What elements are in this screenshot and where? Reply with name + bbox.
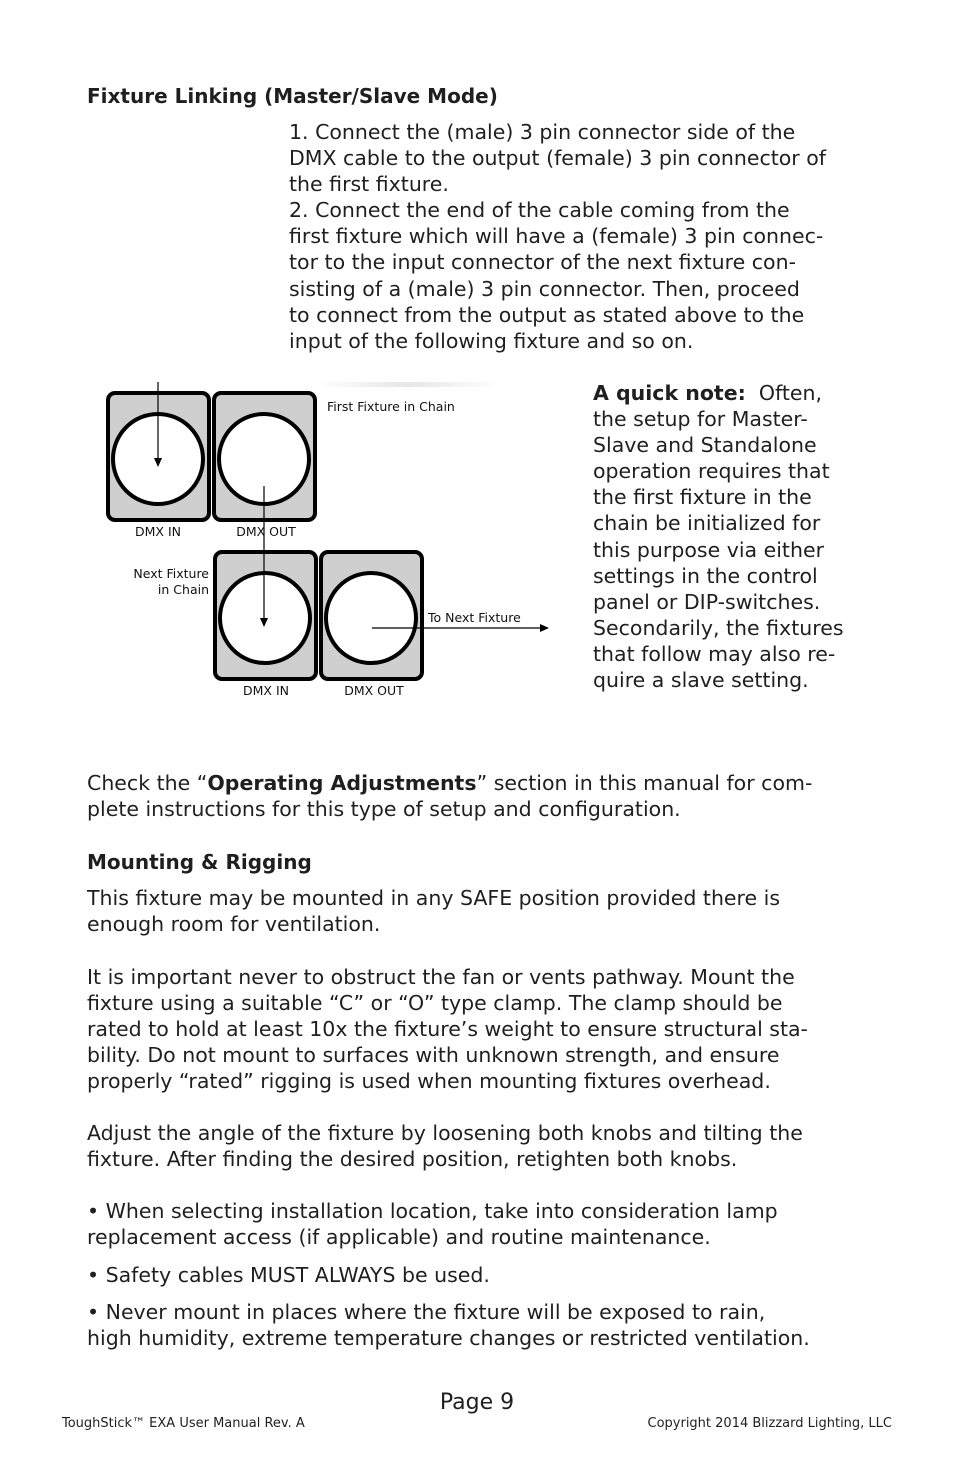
dmx-in-label: DMX IN <box>243 683 289 698</box>
note-text: Often, <box>745 381 822 405</box>
bullet-line: • Never mount in places where the fixture will be exposed to rain, <box>87 1300 766 1324</box>
note-line: this purpose via either <box>593 537 825 562</box>
bullet-item <box>87 1299 810 1351</box>
note-line: Secondarily, the fixtures <box>593 615 844 640</box>
reference-prefix: Check the “ <box>87 771 208 795</box>
note-line: that follow may also re- <box>593 641 836 666</box>
paragraph-line: rated to hold at least 10x the fixture’s weight to ensure structural sta- <box>87 1017 808 1042</box>
note-line: panel or DIP-switches. <box>593 589 821 614</box>
steps-line: sisting of a (male) 3 pin connector. Then, proceed <box>289 276 800 301</box>
footer-manual-title: ToughStick™ EXA User Manual Rev. A <box>62 1416 305 1431</box>
steps-line: the first fixture. <box>289 172 449 197</box>
section-heading-mounting: Mounting & Rigging <box>87 850 312 874</box>
bullet-line: high humidity, extreme temperature changes or restricted ventilation. <box>87 1326 810 1351</box>
note-line: the setup for Master- <box>593 407 808 432</box>
steps-line: DMX cable to the output (female) 3 pin connector of <box>289 146 827 171</box>
paragraph-line: Adjust the angle of the fixture by loosening both knobs and tilting the <box>87 1121 803 1145</box>
steps-line: first fixture which will have a (female) 3 pin connec- <box>289 224 824 249</box>
steps-line: 2. Connect the end of the cable coming from the <box>289 198 790 223</box>
paragraph-line: properly “rated” rigging is used when mounting fixtures overhead. <box>87 1069 771 1094</box>
reference-section-name: Operating Adjustments <box>207 771 477 795</box>
bullet-line: • Safety cables MUST ALWAYS be used. <box>87 1263 490 1287</box>
arrow-right-icon <box>540 624 549 632</box>
reference-line: plete instructions for this type of setup and configuration. <box>87 797 681 822</box>
reference-suffix: ” section in this manual for com- <box>476 771 813 795</box>
next-fixture-label: in Chain <box>157 582 209 597</box>
section-heading-linking: Fixture Linking (Master/Slave Mode) <box>87 84 498 108</box>
note-line: the first fixture in the <box>593 485 812 510</box>
paragraph-line: This fixture may be mounted in any SAFE position provided there is <box>87 886 781 910</box>
note-line: settings in the control <box>593 563 818 588</box>
dmx-out-connector-icon <box>326 573 416 663</box>
bullet-line: replacement access (if applicable) and routine maintenance. <box>87 1225 711 1250</box>
reference-line <box>87 770 812 796</box>
note-label: A quick note: <box>593 381 746 405</box>
linking-steps <box>289 119 826 354</box>
clamp-paragraph <box>87 964 808 1094</box>
paragraph-line: fixture using a suitable “C” or “O” type clamp. The clamp should be <box>87 991 783 1016</box>
next-fixture-label: Next Fixture <box>133 566 209 581</box>
note-line: Slave and Standalone <box>593 433 817 458</box>
steps-line: tor to the input connector of the next fixture con- <box>289 250 796 275</box>
steps-line: 1. Connect the (male) 3 pin connector side of the <box>289 120 796 144</box>
paragraph-line: bility. Do not mount to surfaces with unknown strength, and ensure <box>87 1043 780 1068</box>
bullet-line: • When selecting installation location, take into consideration lamp <box>87 1199 778 1223</box>
note-line: chain be initialized for <box>593 511 821 536</box>
steps-line: to connect from the output as stated above to the <box>289 302 805 327</box>
bullet-item <box>87 1198 778 1250</box>
angle-paragraph <box>87 1120 803 1172</box>
paragraph-line: It is important never to obstruct the fan or vents pathway. Mount the <box>87 965 795 989</box>
dmx-in-label: DMX IN <box>135 524 181 539</box>
first-fixture-label: First Fixture in Chain <box>327 399 455 414</box>
diagram-shadow <box>315 382 500 387</box>
bullet-item <box>87 1262 490 1288</box>
quick-note <box>593 380 844 693</box>
operating-adjustments-reference <box>87 770 812 822</box>
dmx-out-label: DMX OUT <box>344 683 404 698</box>
mounting-paragraph <box>87 885 780 937</box>
note-line: quire a slave setting. <box>593 668 809 693</box>
footer-copyright: Copyright 2014 Blizzard Lighting, LLC <box>647 1416 892 1431</box>
fixture-chain-diagram <box>100 378 570 703</box>
to-next-fixture-label: To Next Fixture <box>428 610 521 625</box>
paragraph-line: fixture. After finding the desired position, retighten both knobs. <box>87 1147 738 1172</box>
note-line <box>593 380 844 406</box>
dmx-out-label: DMX OUT <box>236 524 296 539</box>
paragraph-line: enough room for ventilation. <box>87 912 381 937</box>
steps-line: input of the following fixture and so on. <box>289 328 694 353</box>
note-line: operation requires that <box>593 459 830 484</box>
page-number: Page 9 <box>439 1390 515 1415</box>
